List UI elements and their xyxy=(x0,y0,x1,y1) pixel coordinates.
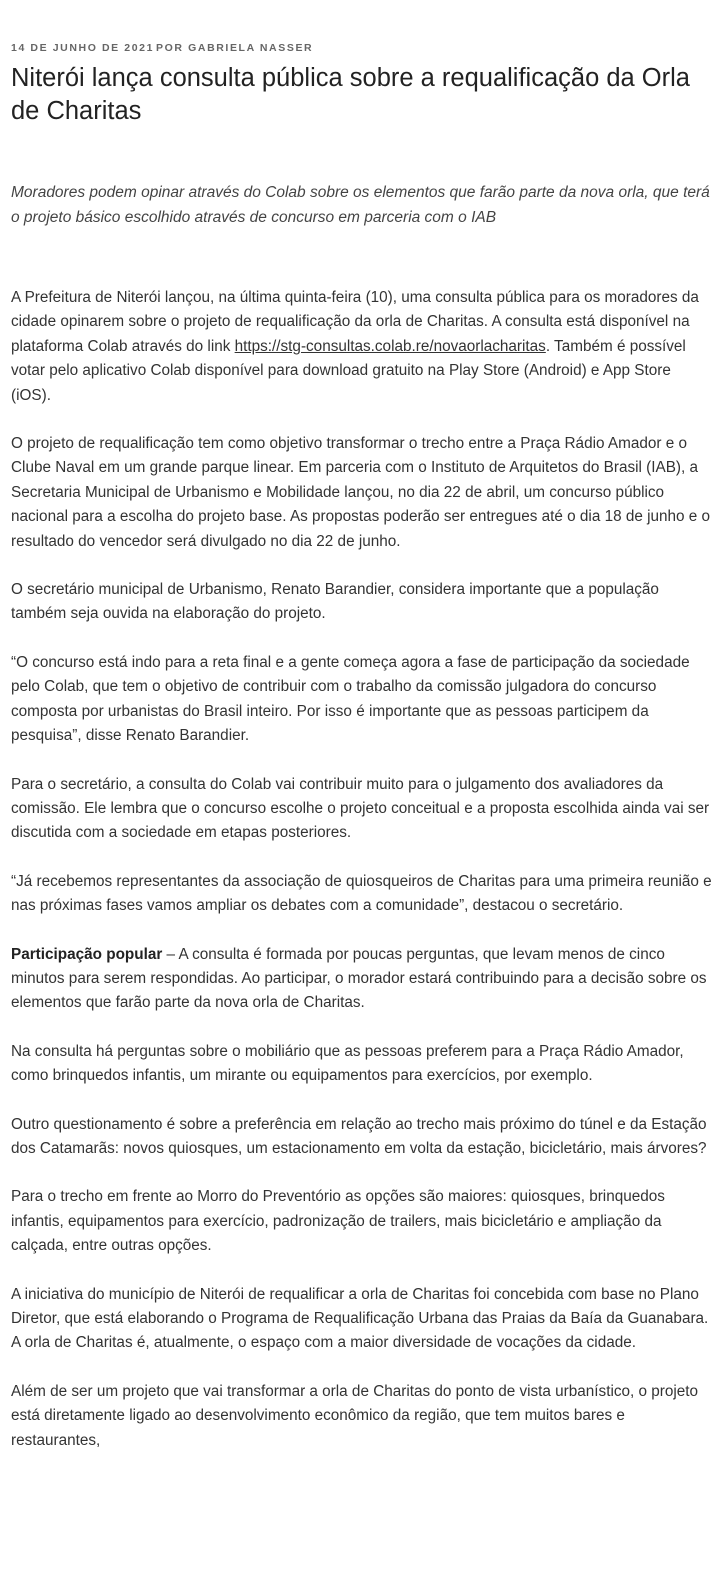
paragraph-11: A iniciativa do município de Niterói de requalificar a orla de Charitas foi concebida com base no Plano Diretor, que está elaborando o Programa de Requalificação Urbana das Praias da Baía da Guanabara. A orla de Charitas é, atualmente, o espaço com a maior diversidade de vocações da cidade. xyxy=(11,1285,709,1352)
paragraph-4: “O concurso está indo para a reta final e a gente começa agora a fase de participação da sociedade pelo Colab, que tem o objetivo de contribuir com o trabalho da comissão julgadora do concurso composta por urbanistas do Brasil inteiro. Por isso é importante que as pessoas participem da pesquisa”, disse Renato Barandier. xyxy=(11,653,690,745)
author-byline[interactable]: POR GABRIELA NASSER xyxy=(156,42,314,54)
paragraph-7-text: – A consulta é formada por poucas perguntas, que levam menos de cinco minutos para serem respondidas. Ao participar, o morador estará contribuindo para a decisão sobre os elementos que farão parte da nova orla de Charitas. xyxy=(11,945,707,1012)
paragraph-9: Outro questionamento é sobre a preferência em relação ao trecho mais próximo do túnel e da Estação dos Catamarãs: novos quiosques, um estacionamento em volta da estação, bicicletário, mais árvores? xyxy=(11,1115,707,1157)
section-heading-participacao: Participação popular xyxy=(11,945,163,963)
article-body xyxy=(11,286,712,1453)
paragraph-3: O secretário municipal de Urbanismo, Renato Barandier, considera importante que a população também seja ouvida na elaboração do projeto. xyxy=(11,581,659,623)
article-lead: Moradores podem opinar através do Colab sobre os elementos que farão parte da nova orla, que terá o projeto básico escolhido através de concurso em parceria com o IAB xyxy=(11,184,710,226)
consultation-link[interactable]: https://stg-consultas.colab.re/novaorlacharitas xyxy=(234,337,546,355)
article-title: Niterói lança consulta pública sobre a requalificação da Orla de Charitas xyxy=(11,64,690,125)
paragraph-6: “Já recebemos representantes da associação de quiosqueiros de Charitas para uma primeira reunião e nas próximas fases vamos ampliar os debates com a comunidade”, destacou o secretário. xyxy=(11,872,712,915)
paragraph-1 xyxy=(11,286,712,408)
paragraph-1-text: A Prefeitura de Niterói lançou, na última quinta-feira (10), uma consulta pública para os moradores da cidade opinarem sobre o projeto de requalificação da orla de Charitas. A consulta está disponível na plataforma Colab através do link xyxy=(11,289,699,355)
paragraph-10: Para o trecho em frente ao Morro do Preventório as opções são maiores: quiosques, brinquedos infantis, equipamentos para exercício, padronização de trailers, mais bicicletário e ampliação da calçada, entre outras opções. xyxy=(11,1188,665,1255)
article-meta xyxy=(11,42,712,56)
paragraph-7 xyxy=(11,943,712,1016)
paragraph-2: O projeto de requalificação tem como objetivo transformar o trecho entre a Praça Rádio Amador e o Clube Naval em um grande parque linear. Em parceria com o Instituto de Arquitetos do Brasil (IAB), a Secretaria Municipal de Urbanismo e Mobilidade lançou, no dia 22 de abril, um concurso público nacional para a escolha do projeto base. As propostas poderão ser entregues até o dia 18 de junho e o resultado do vencedor será divulgado no dia 22 de junho. xyxy=(11,435,711,550)
article xyxy=(0,42,722,1453)
paragraph-8: Na consulta há perguntas sobre o mobiliário que as pessoas preferem para a Praça Rádio Amador, como brinquedos infantis, um mirante ou equipamentos para exercícios, por exemplo. xyxy=(11,1042,684,1085)
publish-date: 14 DE JUNHO DE 2021 xyxy=(11,42,155,54)
paragraph-12: Além de ser um projeto que vai transformar a orla de Charitas do ponto de vista urbanístico, o projeto está diretamente ligado ao desenvolvimento econômico da região, que tem muitos bares e restaurantes, xyxy=(11,1382,699,1449)
paragraph-5: Para o secretário, a consulta do Colab vai contribuir muito para o julgamento dos avaliadores da comissão. Ele lembra que o concurso escolhe o projeto conceitual e a proposta escolhida ainda vai ser discutida com a sociedade em etapas posteriores. xyxy=(11,775,710,842)
paragraph-1-text-end: . Também é possível votar pelo aplicativo Colab disponível para download gratuito na Play Store (Android) e App Store (iOS). xyxy=(11,337,686,404)
